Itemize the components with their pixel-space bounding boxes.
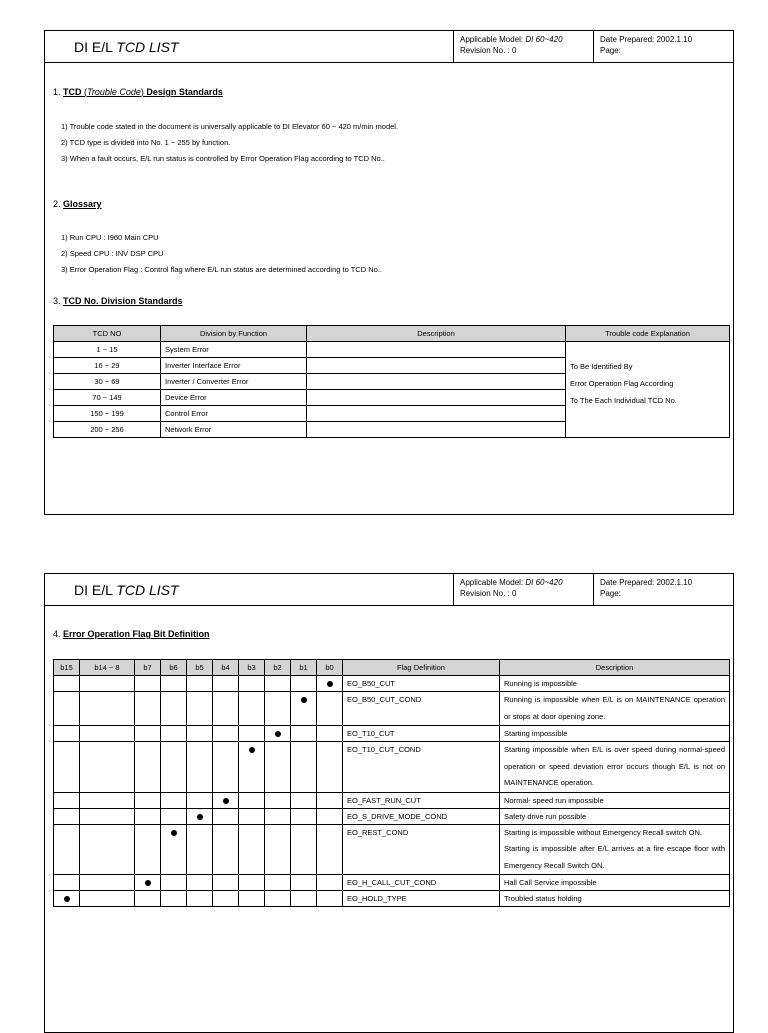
description bbox=[307, 406, 566, 422]
col-tcd-no: TCD NO bbox=[54, 326, 161, 342]
table-row bbox=[54, 891, 730, 907]
table-row bbox=[54, 742, 730, 793]
col-flag-definition: Flag Definition bbox=[343, 660, 500, 676]
tcd-no: 16 ~ 29 bbox=[54, 358, 161, 374]
bit-set-dot bbox=[171, 830, 177, 836]
date-cell: Date Prepared: 2002.1.10 Page: bbox=[593, 574, 735, 605]
flag-definition: EO_HOLD_TYPE bbox=[343, 891, 500, 907]
section-2-heading: 2. Glossary bbox=[53, 199, 102, 209]
bit-set-dot bbox=[249, 747, 255, 753]
section-1-heading: 1. TCD (Trouble Code) Design Standards bbox=[53, 87, 223, 97]
section-2-item: 1) Run CPU : I960 Main CPU bbox=[61, 233, 159, 242]
flag-description: Normal- speed run impossible bbox=[500, 792, 730, 808]
section-2-item: 2) Speed CPU : INV DSP CPU bbox=[61, 249, 164, 258]
tcd-no: 70 ~ 149 bbox=[54, 390, 161, 406]
page-title: DI E/L TCD LIST bbox=[74, 582, 179, 598]
flag-definition: EO_FAST_RUN_CUT bbox=[343, 792, 500, 808]
division: Network Error bbox=[161, 422, 307, 438]
col-description: Description bbox=[500, 660, 730, 676]
flag-description: Safety drive run possible bbox=[500, 808, 730, 824]
table-row bbox=[54, 692, 730, 726]
col-b0: b0 bbox=[317, 660, 343, 676]
table-row bbox=[54, 808, 730, 824]
bit-set-dot bbox=[327, 681, 333, 687]
table-row bbox=[54, 342, 730, 358]
description bbox=[307, 342, 566, 358]
col-b5: b5 bbox=[187, 660, 213, 676]
page-header bbox=[45, 574, 733, 606]
col-b2: b2 bbox=[265, 660, 291, 676]
description bbox=[307, 358, 566, 374]
flag-description: Running is impossible when E/L is on MAINTENANCE operation or stops at door opening zone. bbox=[500, 692, 730, 726]
section-1-item: 1) Trouble code stated in the document is universally applicable to DI Elevator 60 ~ 420 m/min model. bbox=[61, 122, 399, 131]
explanation: To Be Identified By Error Operation Flag According To The Each Individual TCD No. bbox=[566, 342, 730, 438]
page-header bbox=[45, 31, 733, 63]
flag-definition: EO_REST_COND bbox=[343, 824, 500, 875]
division: Inverter Interface Error bbox=[161, 358, 307, 374]
col-division: Division by Function bbox=[161, 326, 307, 342]
section-4-heading: 4. Error Operation Flag Bit Definition bbox=[53, 629, 210, 639]
flag-bit-table bbox=[53, 659, 730, 907]
bit-set-dot bbox=[275, 731, 281, 737]
bit-set-dot bbox=[64, 896, 70, 902]
col-b15: b15 bbox=[54, 660, 80, 676]
bit-set-dot bbox=[223, 798, 229, 804]
table-row bbox=[54, 875, 730, 891]
col-description: Description bbox=[307, 326, 566, 342]
section-1-item: 2) TCD type is divided into No. 1 ~ 255 by function. bbox=[61, 138, 231, 147]
division: System Error bbox=[161, 342, 307, 358]
description bbox=[307, 374, 566, 390]
tcd-no: 200 ~ 256 bbox=[54, 422, 161, 438]
flag-definition: EO_B50_CUT bbox=[343, 676, 500, 692]
col-b6: b6 bbox=[161, 660, 187, 676]
tcd-no: 1 ~ 15 bbox=[54, 342, 161, 358]
bit-set-dot bbox=[301, 697, 307, 703]
bit-set-dot bbox=[197, 814, 203, 820]
flag-definition: EO_S_DRIVE_MODE_COND bbox=[343, 808, 500, 824]
col-b1: b1 bbox=[291, 660, 317, 676]
description bbox=[307, 422, 566, 438]
table-row bbox=[54, 726, 730, 742]
flag-definition: EO_B50_CUT_COND bbox=[343, 692, 500, 726]
col-b3: b3 bbox=[239, 660, 265, 676]
page-title: DI E/L TCD LIST bbox=[74, 39, 179, 55]
flag-definition: EO_H_CALL_CUT_COND bbox=[343, 875, 500, 891]
flag-description: Starting impossible when E/L is over speed during normal-speed operation or speed deviation error occurs though E/L is not on MAINTENANCE operation. bbox=[500, 742, 730, 793]
flag-definition: EO_T10_CUT_COND bbox=[343, 742, 500, 793]
flag-description: Starting is impossible without Emergency Recall switch ON. Starting is impossible after E/L arrives at a fire escape floor with Emergency Recall Switch ON. bbox=[500, 824, 730, 875]
tcd-division-table bbox=[53, 325, 730, 438]
model-cell: Applicable Model: DI 60~420 Revision No. : 0 bbox=[453, 574, 593, 605]
bit-set-dot bbox=[145, 880, 151, 886]
flag-definition: EO_T10_CUT bbox=[343, 726, 500, 742]
table-row bbox=[54, 792, 730, 808]
section-1-item: 3) When a fault occurs, E/L run status is controlled by Error Operation Flag according to TCD No.. bbox=[61, 154, 385, 163]
model-cell: Applicable Model: DI 60~420 Revision No. : 0 bbox=[453, 31, 593, 62]
flag-description: Starting impossible bbox=[500, 726, 730, 742]
section-2-item: 3) Error Operation Flag : Control flag where E/L run status are determined according to TCD No.. bbox=[61, 265, 382, 274]
document-page-2 bbox=[44, 573, 734, 1033]
tcd-no: 150 ~ 199 bbox=[54, 406, 161, 422]
division: Inverter / Converter Error bbox=[161, 374, 307, 390]
description bbox=[307, 390, 566, 406]
col-b14-8: b14 ~ 8 bbox=[80, 660, 135, 676]
tcd-no: 30 ~ 69 bbox=[54, 374, 161, 390]
table-row bbox=[54, 824, 730, 875]
col-b7: b7 bbox=[135, 660, 161, 676]
division: Device Error bbox=[161, 390, 307, 406]
flag-description: Running is impossible bbox=[500, 676, 730, 692]
division: Control Error bbox=[161, 406, 307, 422]
section-3-heading: 3. TCD No. Division Standards bbox=[53, 296, 183, 306]
col-explanation: Trouble code Explanation bbox=[566, 326, 730, 342]
flag-description: Troubled status holding bbox=[500, 891, 730, 907]
document-page-1 bbox=[44, 30, 734, 515]
table-row bbox=[54, 676, 730, 692]
flag-description: Hall Call Service impossible bbox=[500, 875, 730, 891]
date-cell: Date Prepared: 2002.1.10 Page: bbox=[593, 31, 735, 62]
col-b4: b4 bbox=[213, 660, 239, 676]
